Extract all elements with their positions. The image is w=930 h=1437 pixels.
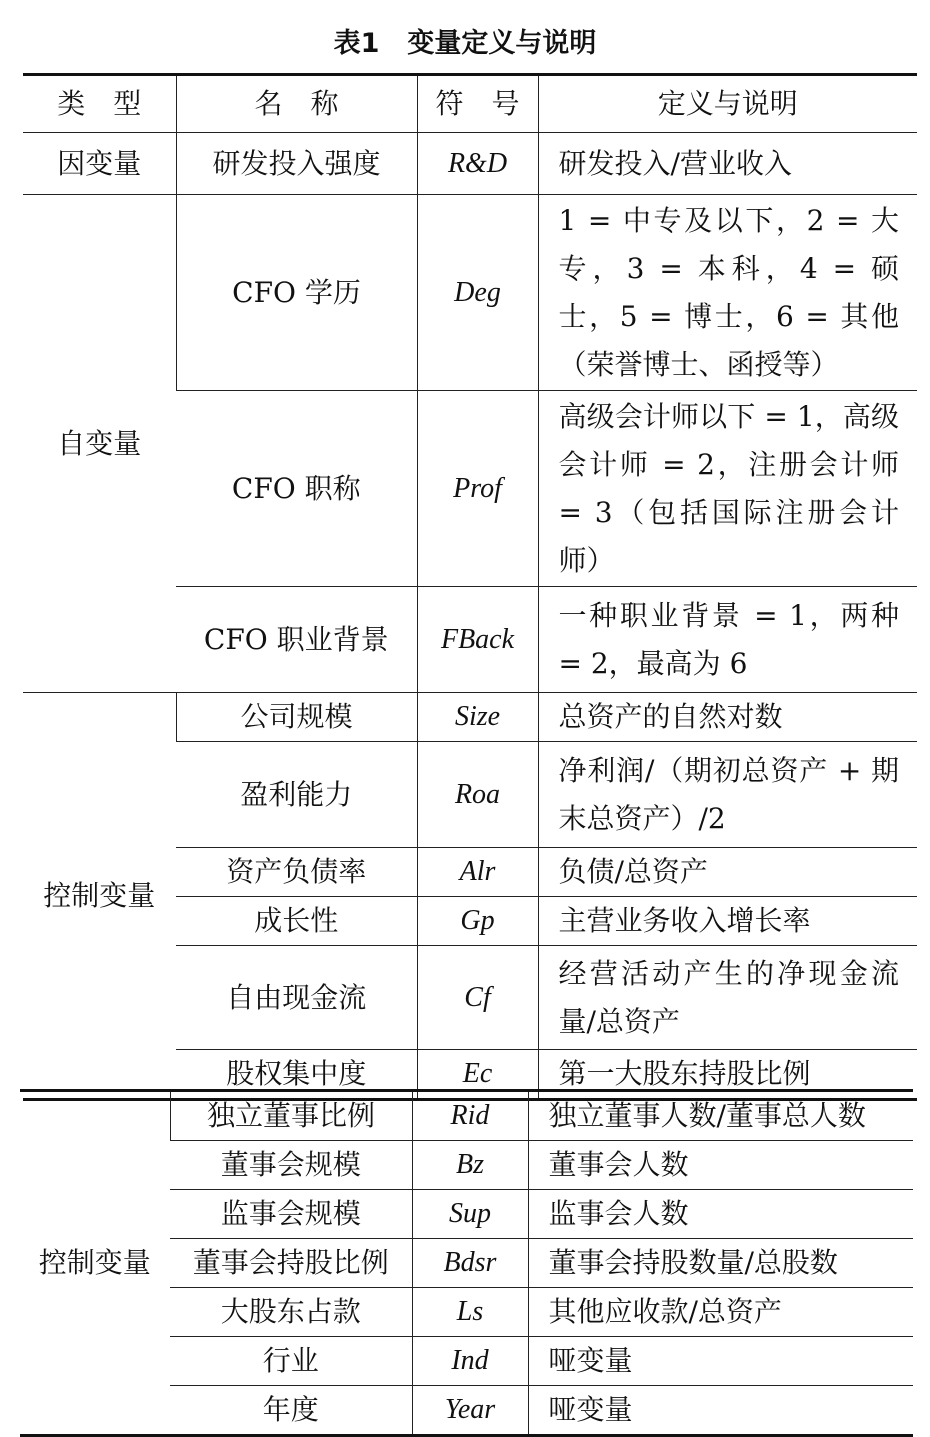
variable-symbol: Rid	[412, 1091, 528, 1141]
variable-symbol: Alr	[417, 848, 538, 897]
variable-symbol: Size	[417, 693, 538, 742]
variable-name: 研发投入强度	[176, 133, 417, 195]
variable-definition: 董事会人数	[528, 1141, 913, 1190]
table-row	[23, 195, 917, 391]
header-type: 类 型	[57, 87, 142, 120]
variable-name: 董事会持股比例	[170, 1239, 412, 1288]
variable-name: 自由现金流	[176, 946, 417, 1050]
variable-definition: 监事会人数	[528, 1190, 913, 1239]
variable-name: 公司规模	[176, 693, 417, 742]
table-number: 表1	[333, 28, 380, 59]
variable-symbol: Prof	[417, 391, 538, 587]
table-title	[0, 22, 930, 66]
variable-name: 监事会规模	[170, 1190, 412, 1239]
table-row	[20, 1091, 913, 1141]
variable-name: 董事会规模	[170, 1141, 412, 1190]
variable-symbol: Cf	[417, 946, 538, 1050]
variable-symbol: Bdsr	[412, 1239, 528, 1288]
header-row	[23, 75, 917, 133]
variable-definition: 哑变量	[528, 1337, 913, 1386]
variable-definition: 一种职业背景 = 1，两种 = 2，最高为 6	[538, 587, 917, 693]
variable-definition: 第一大股东持股比例	[538, 1050, 917, 1100]
variable-definition: 独立董事人数/董事总人数	[528, 1091, 913, 1141]
variable-name: 盈利能力	[176, 742, 417, 848]
variable-table-part-1	[23, 73, 917, 1101]
group-control: 控制变量	[38, 1246, 151, 1279]
variable-name: 年度	[170, 1386, 412, 1436]
variable-symbol: Roa	[417, 742, 538, 848]
variable-definition: 经营活动产生的净现金流量/总资产	[538, 946, 917, 1050]
table-caption: 变量定义与说明	[407, 28, 597, 59]
variable-symbol: Ec	[417, 1050, 538, 1100]
group-independent: 自变量	[23, 195, 176, 693]
variable-definition: 其他应收款/总资产	[528, 1288, 913, 1337]
variable-symbol: Gp	[417, 897, 538, 946]
header-definition: 定义与说明	[538, 75, 917, 133]
variable-name: 股权集中度	[176, 1050, 417, 1100]
variable-symbol: R&D	[417, 133, 538, 195]
variable-symbol: Deg	[417, 195, 538, 391]
variable-definition: 董事会持股数量/总股数	[528, 1239, 913, 1288]
variable-name: 成长性	[176, 897, 417, 946]
variable-symbol: Sup	[412, 1190, 528, 1239]
variable-definition: 总资产的自然对数	[538, 693, 917, 742]
variable-definition: 负债/总资产	[538, 848, 917, 897]
header-name: 名 称	[176, 75, 417, 133]
variable-definition: 哑变量	[528, 1386, 913, 1436]
table-row	[23, 693, 917, 742]
group-dependent: 因变量	[23, 133, 176, 195]
variable-name: CFO 学历	[176, 195, 417, 391]
variable-symbol: Ls	[412, 1288, 528, 1337]
group-control: 控制变量	[23, 693, 176, 1100]
variable-symbol: Bz	[412, 1141, 528, 1190]
variable-symbol: FBack	[417, 587, 538, 693]
variable-definition: 研发投入/营业收入	[538, 133, 917, 195]
variable-name: 独立董事比例	[170, 1091, 412, 1141]
variable-table-part-2	[20, 1089, 913, 1437]
variable-name: 大股东占款	[170, 1288, 412, 1337]
variable-definition: 高级会计师以下 = 1，高级会计师 = 2，注册会计师 = 3（包括国际注册会计师）	[538, 391, 917, 587]
variable-definition: 主营业务收入增长率	[538, 897, 917, 946]
variable-definition: 1 = 中专及以下，2 = 大专，3 = 本科，4 = 硕士，5 = 博士，6 = 其他（荣誉博士、函授等）	[538, 195, 917, 391]
header-symbol: 符 号	[417, 75, 538, 133]
variable-name: CFO 职业背景	[176, 587, 417, 693]
variable-name: 行业	[170, 1337, 412, 1386]
variable-symbol: Ind	[412, 1337, 528, 1386]
variable-name: 资产负债率	[176, 848, 417, 897]
table-row	[23, 133, 917, 195]
variable-name: CFO 职称	[176, 391, 417, 587]
variable-symbol: Year	[412, 1386, 528, 1436]
variable-definition: 净利润/（期初总资产 + 期末总资产）/2	[538, 742, 917, 848]
